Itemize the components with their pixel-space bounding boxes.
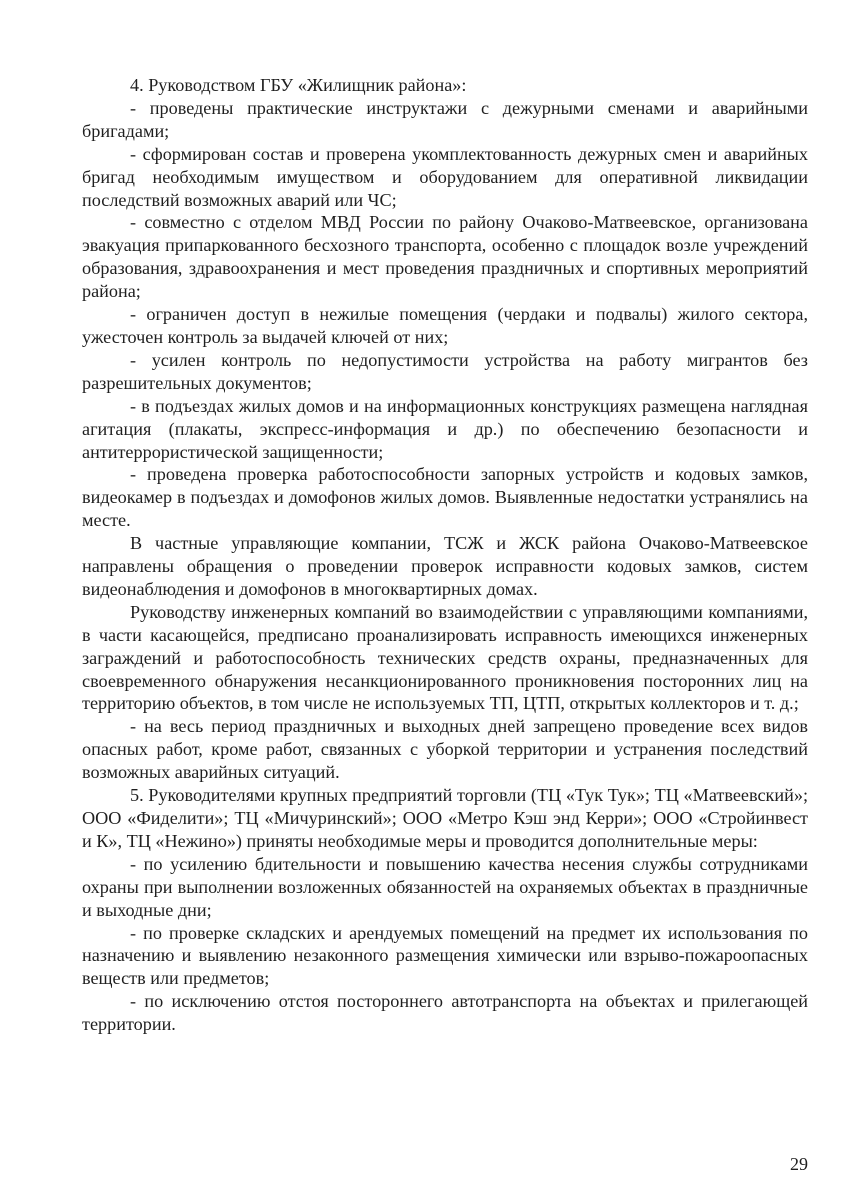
paragraph-briefings: - проведены практические инструктажи с дежурными сменами и аварийными бригадами;	[82, 97, 808, 141]
document-body	[82, 74, 808, 1036]
page-number: 29	[790, 1154, 808, 1174]
paragraph-engineering-companies: Руководству инженерных компаний во взаимодействии с управляющими компаниями, в части касающейся, предписано проанализировать исправность имеющихся инженерных заграждений и работоспособность технических средств охраны, предназначенных для своевременного обнаружения несанкционированного проникновения посторонних лиц на территорию объектов, в том числе не используемых ТП, ЦТП, открытых коллекторов и т. д.;	[82, 601, 808, 714]
paragraph-vigilance: - по усилению бдительности и повышению качества несения службы сотрудниками охраны при выполнении возложенных обязанностей на охраняемых объектах в праздничные и выходные дни;	[82, 853, 808, 920]
paragraph-section-5-heading: 5. Руководителями крупных предприятий торговли (ТЦ «Тук Тук»; ТЦ «Матвеевский»; ООО «Фиделити»; ТЦ «Мичуринский»; ООО «Метро Кэш энд Керри»; ООО «Стройинвест и К», ТЦ «Нежино») приняты необходимые меры и проводится дополнительные меры:	[82, 785, 808, 851]
paragraph-access-restriction: - ограничен доступ в нежилые помещения (чердаки и подвалы) жилого сектора, ужесточен контроль за выдачей ключей от них;	[82, 304, 808, 347]
paragraph-staffing: - сформирован состав и проверена укомплектованность дежурных смен и аварийных бригад необходимым имуществом и оборудованием для оперативной ликвидации последствий возможных аварий или ЧС;	[82, 143, 808, 210]
paragraph-vehicle-parking: - по исключению отстоя постороннего автотранспорта на объектах и прилегающей территории.	[82, 991, 808, 1035]
paragraph-work-ban: - на весь период праздничных и выходных дней запрещено проведение всех видов опасных работ, кроме работ, связанных с уборкой территории и устранения последствий возможных аварийных ситуаций.	[82, 716, 808, 783]
paragraph-migrant-control: - усилен контроль по недопустимости устройства на работу мигрантов без разрешительных документов;	[82, 349, 808, 393]
paragraph-management-companies: В частные управляющие компании, ТСЖ и ЖСК района Очаково-Матвеевское направлены обращения о проведении проверок исправности кодовых замков, систем видеонаблюдения и домофонов в многоквартирных домах.	[82, 533, 808, 599]
paragraph-warehouse-check: - по проверке складских и арендуемых помещений на предмет их использования по назначению и выявлению незаконного размещения химически или взрыво-пожароопасных веществ или предметов;	[82, 922, 808, 989]
paragraph-evacuation: - совместно с отделом МВД России по району Очаково-Матвеевское, организована эвакуация припаркованного бесхозного транспорта, особенно с площадок возле учреждений образования, здравоохранения и мест проведения праздничных и спортивных мероприятий района;	[82, 212, 808, 302]
paragraph-agitation: - в подъездах жилых домов и на информационных конструкциях размещена наглядная агитация (плакаты, экспресс-информация и др.) по обеспечению безопасности и антитеррористической защищенности;	[82, 395, 808, 462]
paragraph-lock-inspection: - проведена проверка работоспособности запорных устройств и кодовых замков, видеокамер в подъездах и домофонов жилых домов. Выявленные недостатки устранялись на месте.	[82, 464, 808, 531]
paragraph-section-4-heading: 4. Руководством ГБУ «Жилищник района»:	[130, 75, 467, 95]
